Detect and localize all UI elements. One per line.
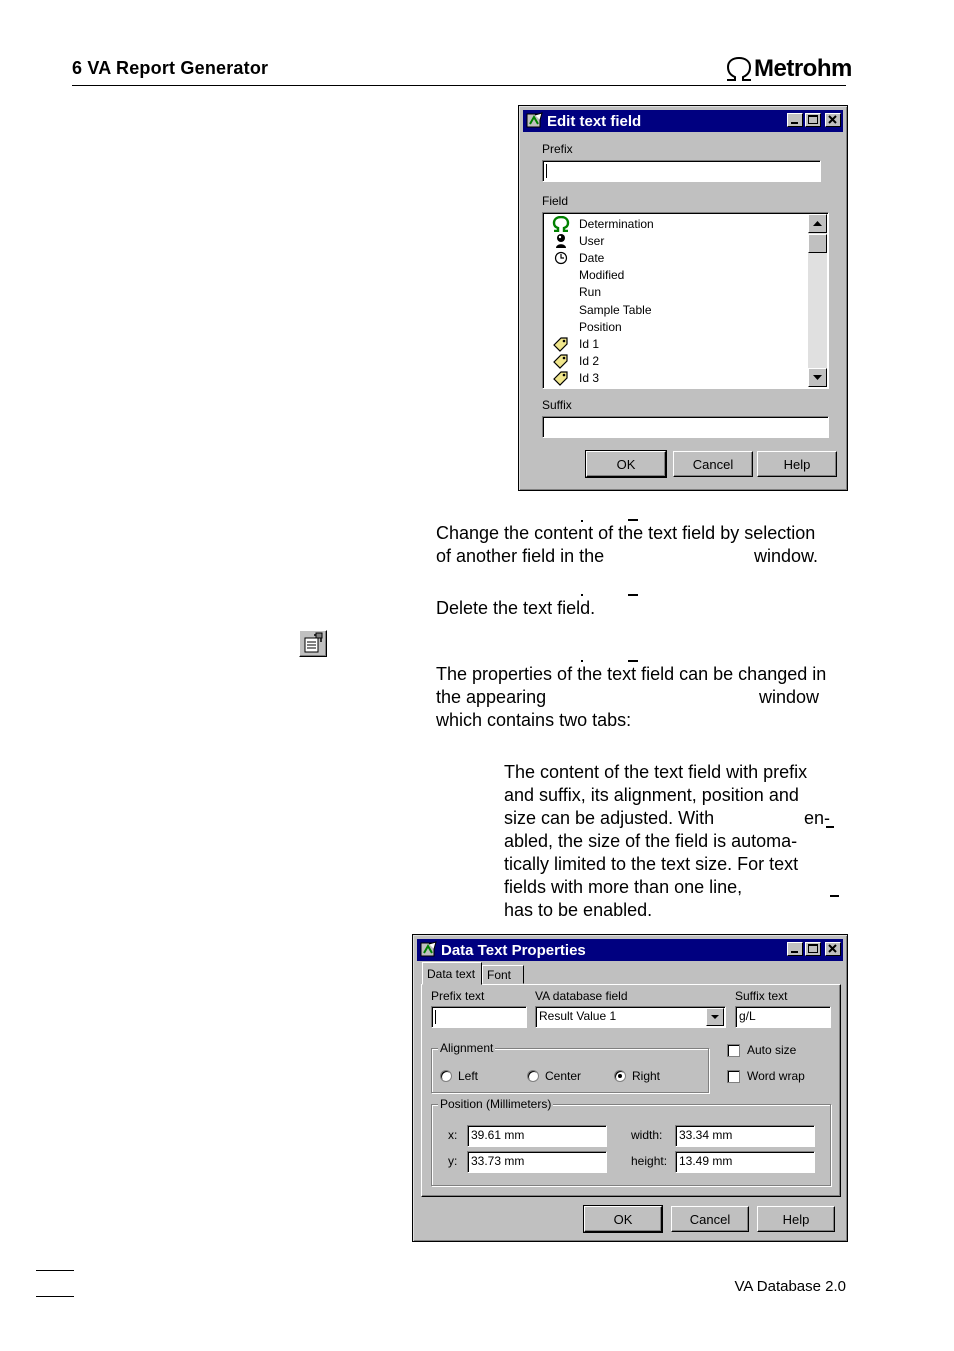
suffix-text-input[interactable] bbox=[735, 1006, 831, 1028]
list-item-label: Id 2 bbox=[579, 353, 600, 368]
tab-data-text[interactable]: Data text bbox=[422, 962, 482, 985]
paragraph-line: The properties of the text field can be changed in bbox=[436, 664, 827, 684]
word-wrap-label: Word wrap bbox=[747, 1069, 805, 1083]
list-item[interactable] bbox=[551, 266, 624, 283]
db-field-select[interactable] bbox=[535, 1006, 726, 1028]
underline-mark bbox=[581, 594, 583, 596]
list-item[interactable] bbox=[551, 283, 601, 300]
close-icon bbox=[826, 114, 840, 126]
alignment-group bbox=[431, 1041, 709, 1093]
width-label: width: bbox=[631, 1128, 663, 1142]
align-left-radio[interactable] bbox=[440, 1069, 478, 1083]
text-caret bbox=[546, 164, 547, 178]
ok-button[interactable]: OK bbox=[586, 451, 666, 477]
data-text-properties-dialog bbox=[412, 934, 848, 1242]
paragraph-line: which contains two tabs: bbox=[436, 710, 632, 730]
underline-mark bbox=[581, 660, 583, 662]
tag-icon bbox=[552, 353, 570, 369]
width-input[interactable] bbox=[675, 1125, 815, 1147]
height-input[interactable] bbox=[675, 1151, 815, 1173]
underline-mark bbox=[830, 895, 839, 897]
paragraph-line: The content of the text field with prefix bbox=[504, 762, 808, 782]
list-item[interactable] bbox=[551, 301, 652, 318]
list-item-label: User bbox=[579, 233, 605, 248]
db-field-value: Result Value 1 bbox=[539, 1009, 617, 1023]
list-item-label: Date bbox=[579, 250, 605, 265]
radio-circle-selected bbox=[614, 1070, 626, 1082]
align-left-label: Left bbox=[458, 1069, 479, 1083]
help-button[interactable]: Help bbox=[757, 451, 837, 477]
paragraph-line: fields with more than one line, bbox=[504, 877, 743, 897]
paragraph-line: Delete the text field. bbox=[436, 598, 596, 618]
align-center-label: Center bbox=[545, 1069, 582, 1083]
paragraph-line: and suffix, its alignment, position and bbox=[504, 785, 799, 805]
radio-circle bbox=[527, 1070, 539, 1082]
prefix-text-input[interactable] bbox=[431, 1006, 527, 1028]
underline-mark bbox=[628, 519, 638, 521]
minimize-button[interactable] bbox=[787, 113, 803, 127]
edit-text-field-dialog bbox=[518, 105, 848, 491]
paragraph-line: abled, the size of the field is automa- bbox=[504, 831, 798, 851]
scroll-up-button[interactable] bbox=[808, 214, 827, 233]
db-field-label: VA database field bbox=[535, 989, 628, 1003]
y-input[interactable] bbox=[467, 1151, 607, 1173]
list-item-label: Sample Table bbox=[579, 302, 652, 317]
y-label: y: bbox=[448, 1154, 458, 1168]
scroll-down-button[interactable] bbox=[808, 368, 827, 387]
scroll-thumb[interactable] bbox=[808, 234, 827, 253]
position-label: Position (Millimeters) bbox=[440, 1097, 552, 1111]
footer-product: VA Database 2.0 bbox=[734, 1278, 846, 1295]
align-right-radio[interactable] bbox=[614, 1069, 660, 1083]
vertical-scrollbar[interactable] bbox=[808, 214, 827, 387]
properties-dialog-titlebar[interactable] bbox=[417, 939, 843, 961]
tag-icon bbox=[552, 336, 570, 352]
text-caret bbox=[435, 1010, 436, 1024]
paragraph-line: Change the content of the text field by selection bbox=[436, 523, 816, 543]
paragraph-line: en- bbox=[804, 808, 831, 828]
prefix-text-label: Prefix text bbox=[431, 989, 485, 1003]
minimize-icon bbox=[788, 114, 802, 126]
checkbox-box bbox=[727, 1044, 740, 1057]
omega-logo-icon bbox=[724, 56, 754, 82]
underline-mark bbox=[628, 660, 638, 662]
minimize-icon bbox=[788, 943, 802, 955]
close-button[interactable] bbox=[825, 942, 841, 956]
list-item-label: Run bbox=[579, 284, 602, 299]
footer-rule bbox=[36, 1270, 74, 1271]
list-item[interactable] bbox=[551, 352, 599, 369]
radio-circle bbox=[440, 1070, 452, 1082]
paragraph-line: tically limited to the text size. For text bbox=[504, 854, 799, 874]
metrohm-logo bbox=[724, 54, 852, 84]
suffix-input[interactable] bbox=[542, 416, 829, 438]
paragraph-line: the appearing bbox=[436, 687, 547, 707]
cancel-button[interactable]: Cancel bbox=[673, 451, 753, 477]
list-item-label: Modified bbox=[579, 267, 625, 282]
word-wrap-checkbox[interactable] bbox=[727, 1069, 805, 1083]
tab-font[interactable]: Font bbox=[482, 965, 524, 984]
field-listbox[interactable] bbox=[542, 212, 829, 389]
list-item[interactable] bbox=[551, 335, 599, 352]
arrow-down-icon bbox=[809, 369, 826, 386]
maximize-icon bbox=[806, 114, 820, 126]
chevron-down-icon bbox=[707, 1009, 723, 1025]
suffix-value: g/L bbox=[739, 1009, 756, 1023]
properties-dialog-title: Data Text Properties bbox=[441, 941, 586, 959]
header-rule bbox=[72, 85, 846, 86]
tag-icon bbox=[552, 370, 570, 386]
chapter-title: 6 VA Report Generator bbox=[72, 58, 269, 78]
app-icon bbox=[419, 940, 439, 960]
align-center-radio[interactable] bbox=[527, 1069, 581, 1083]
underline-mark bbox=[628, 594, 638, 596]
prefix-input[interactable] bbox=[542, 160, 821, 182]
clock-icon bbox=[554, 251, 568, 265]
auto-size-label: Auto size bbox=[747, 1043, 797, 1057]
x-value: 39.61 mm bbox=[471, 1128, 525, 1142]
close-icon bbox=[826, 943, 840, 955]
list-item[interactable] bbox=[551, 215, 654, 232]
list-item[interactable] bbox=[551, 249, 604, 266]
properties-icon bbox=[300, 631, 326, 656]
footer-rule bbox=[36, 1296, 74, 1297]
width-value: 33.34 mm bbox=[679, 1128, 733, 1142]
edit-dialog-title: Edit text field bbox=[547, 112, 642, 130]
cancel-button[interactable]: Cancel bbox=[671, 1206, 749, 1232]
align-right-label: Right bbox=[632, 1069, 661, 1083]
maximize-icon bbox=[806, 943, 820, 955]
user-icon bbox=[554, 233, 568, 249]
dropdown-button[interactable] bbox=[706, 1008, 724, 1026]
paragraph-line: has to be enabled. bbox=[504, 900, 653, 920]
paragraph-line: window bbox=[759, 687, 820, 707]
omega-icon bbox=[552, 216, 570, 232]
auto-size-checkbox[interactable] bbox=[727, 1043, 796, 1057]
field-label: Field bbox=[542, 194, 569, 208]
alignment-label: Alignment bbox=[440, 1041, 494, 1055]
checkbox-box bbox=[727, 1070, 740, 1083]
list-item-label: Id 3 bbox=[579, 370, 600, 385]
list-item-label: Position bbox=[579, 319, 622, 334]
x-input[interactable] bbox=[467, 1125, 607, 1147]
suffix-text-label: Suffix text bbox=[735, 989, 788, 1003]
height-label: height: bbox=[631, 1154, 668, 1168]
suffix-label: Suffix bbox=[542, 398, 572, 412]
properties-toolbar-button[interactable] bbox=[299, 630, 327, 657]
x-label: x: bbox=[448, 1128, 458, 1142]
app-icon bbox=[525, 111, 545, 131]
paragraph-line: size can be adjusted. With bbox=[504, 808, 715, 828]
list-item[interactable] bbox=[551, 318, 622, 335]
help-button[interactable]: Help bbox=[757, 1206, 835, 1232]
paragraph-line: of another field in the bbox=[436, 546, 605, 566]
prefix-label: Prefix bbox=[542, 142, 573, 156]
list-item-label: Determination bbox=[579, 216, 654, 231]
list-item[interactable] bbox=[551, 369, 599, 386]
maximize-button[interactable] bbox=[805, 942, 821, 956]
minimize-button[interactable] bbox=[787, 942, 803, 956]
edit-dialog-titlebar[interactable] bbox=[523, 110, 843, 132]
close-button[interactable] bbox=[825, 113, 841, 127]
list-item[interactable] bbox=[551, 232, 604, 249]
maximize-button[interactable] bbox=[805, 113, 821, 127]
position-group bbox=[431, 1097, 831, 1186]
paragraph-line: window. bbox=[754, 546, 819, 566]
arrow-up-icon bbox=[809, 215, 826, 232]
height-value: 13.49 mm bbox=[679, 1154, 733, 1168]
ok-button[interactable]: OK bbox=[584, 1206, 662, 1232]
y-value: 33.73 mm bbox=[471, 1154, 525, 1168]
list-item-label: Id 1 bbox=[579, 336, 600, 351]
logo-text: Metrohm bbox=[754, 55, 852, 82]
